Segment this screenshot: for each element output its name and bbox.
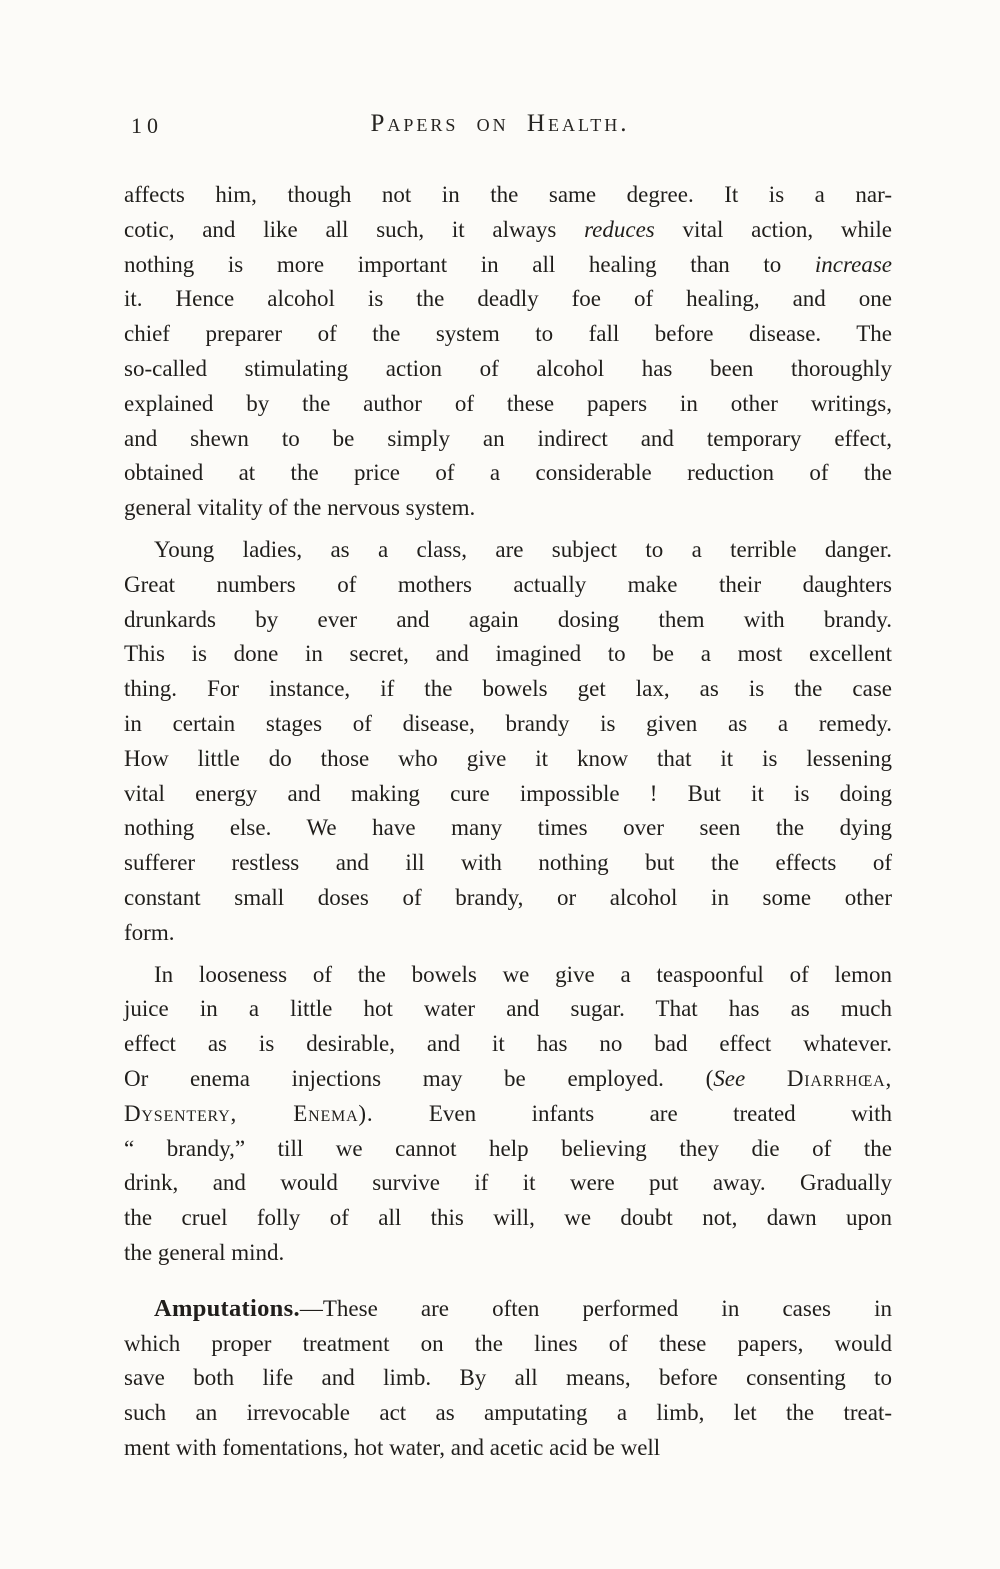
text-segment: drink, and would survive if it were put away. Gradually (124, 1170, 892, 1196)
text-segment: vital energy and making cure impossible ! But it is doing (124, 780, 892, 806)
text-line (124, 1062, 892, 1097)
text-line (124, 1166, 892, 1201)
text-segment: so-called stimulating action of alcohol has been thoroughly (124, 355, 892, 381)
text-segment: Diarrhœa, (786, 1065, 892, 1091)
text-line (124, 1327, 892, 1362)
text-line (124, 672, 892, 707)
text-line (124, 1361, 892, 1396)
text-segment: Young ladies, as a class, are subject to a terrible danger. (154, 536, 892, 562)
text-line (124, 533, 892, 568)
text-line (124, 248, 892, 283)
text-line (124, 1292, 892, 1327)
text-line (124, 317, 892, 352)
text-segment: This is done in secret, and imagined to be a most excellent (124, 641, 892, 667)
text-segment: —These are often performed in cases in (299, 1295, 892, 1321)
text-segment: cotic, and like all such, it always (124, 216, 585, 242)
text-line (124, 742, 892, 777)
text-segment: and shewn to be simply an indirect and temporary effect, (124, 425, 892, 451)
text-line (124, 707, 892, 742)
text-segment: obtained at the price of a considerable reduction of the (124, 460, 892, 486)
text-segment: constant small doses of brandy, or alcohol in some other (124, 884, 892, 910)
text-segment: nothing is more important in all healing than to (124, 251, 815, 277)
text-line (124, 958, 892, 993)
text-line (124, 568, 892, 603)
text-line (124, 846, 892, 881)
text-segment: it. Hence alcohol is the deadly foe of healing, and one (124, 286, 892, 312)
text-segment: juice in a little hot water and sugar. That has as much (124, 996, 892, 1022)
text-line (124, 456, 892, 491)
paragraph (124, 533, 892, 951)
text-line (124, 916, 892, 951)
text-line (124, 777, 892, 812)
text-line (124, 213, 892, 248)
text-segment: the general mind. (124, 1239, 285, 1265)
text-line (124, 881, 892, 916)
text-segment: increase (814, 251, 892, 277)
paragraph (124, 178, 892, 526)
text-segment (745, 1066, 787, 1091)
text-line (124, 352, 892, 387)
text-line (124, 282, 892, 317)
paragraph (124, 958, 892, 1271)
text-segment: How little do those who give it know that it is lessening (124, 745, 892, 771)
text-segment: ment with fomentations, hot water, and acetic acid be well (124, 1434, 661, 1460)
text-segment: drunkards by ever and again dosing them with brandy. (124, 606, 892, 632)
text-segment: thing. For instance, if the bowels get lax, as is the case (124, 676, 892, 702)
text-segment: explained by the author of these papers in other writings, (124, 390, 892, 416)
text-segment: such an irrevocable act as amputating a limb, let the treat- (124, 1400, 892, 1426)
text-segment: the cruel folly of all this will, we doubt not, dawn upon (124, 1205, 892, 1231)
text-line (124, 1431, 892, 1466)
text-segment: effect as is desirable, and it has no bad effect whatever. (124, 1031, 892, 1057)
page-number: 10 (131, 113, 163, 138)
text-segment: Dysentery, Enema). (124, 1100, 374, 1126)
text-segment: reduces (584, 216, 655, 242)
page-header (0, 110, 1000, 144)
text-segment: chief preparer of the system to fall before disease. The (124, 321, 892, 347)
text-segment: form. (124, 919, 175, 945)
text-segment: sufferer restless and ill with nothing but the effects of (124, 850, 892, 876)
text-segment: which proper treatment on the lines of these papers, would (124, 1330, 892, 1356)
text-line (124, 387, 892, 422)
text-line (124, 992, 892, 1027)
text-segment: Or enema injections may be employed. ( (124, 1065, 714, 1091)
text-segment: “ brandy,” till we cannot help believing they die of the (124, 1135, 892, 1161)
text-segment: Even infants are treated with (373, 1100, 892, 1126)
paragraph (124, 1292, 892, 1466)
text-segment: See (713, 1065, 746, 1091)
text-segment: save both life and limb. By all means, before consenting to (124, 1365, 892, 1391)
page-body (124, 178, 892, 1466)
text-line (124, 1236, 892, 1271)
text-line (124, 178, 892, 213)
text-segment: In looseness of the bowels we give a teaspoonful of lemon (154, 961, 892, 987)
text-line (124, 637, 892, 672)
text-line (124, 1396, 892, 1431)
text-line (124, 811, 892, 846)
text-segment: in certain stages of disease, brandy is given as a remedy. (124, 710, 892, 736)
entry-title: Amputations. (154, 1294, 300, 1322)
text-line (124, 1201, 892, 1236)
text-segment: general vitality of the nervous system. (124, 495, 476, 521)
text-line (124, 1132, 892, 1167)
text-segment: affects him, though not in the same degree. It is a nar- (124, 182, 892, 207)
text-line (124, 1027, 892, 1062)
text-line (124, 603, 892, 638)
text-segment: nothing else. We have many times over seen the dying (124, 815, 892, 841)
text-segment: Great numbers of mothers actually make their daughters (124, 571, 892, 597)
text-segment: vital action, while (654, 216, 892, 242)
text-line (124, 422, 892, 457)
text-line (124, 1097, 892, 1132)
running-title: Papers on Health. (370, 110, 630, 137)
text-line (124, 491, 892, 526)
